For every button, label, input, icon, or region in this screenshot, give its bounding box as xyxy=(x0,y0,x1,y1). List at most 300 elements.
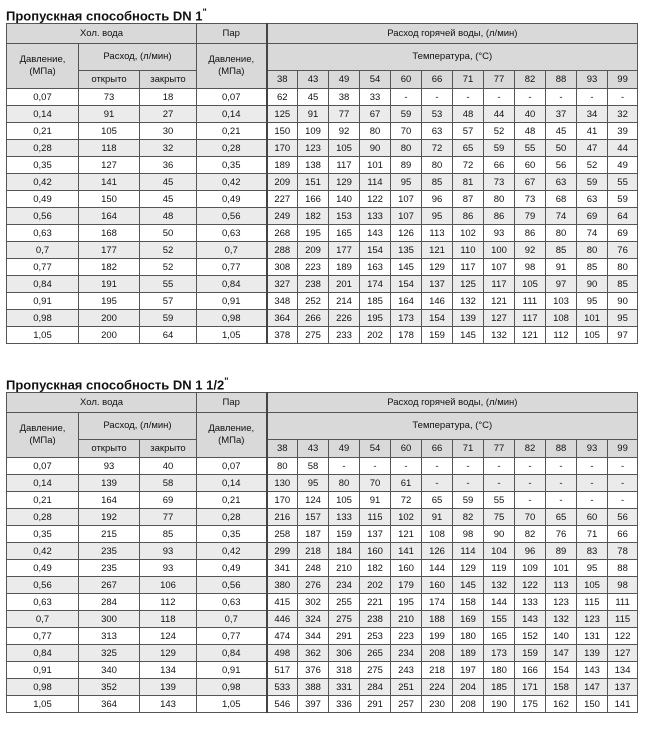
table-cell: 152 xyxy=(515,628,546,645)
table-cell: 115 xyxy=(360,509,391,526)
table-cell: 0,56 xyxy=(7,577,79,594)
steam-pressure-header: Давление, (МПа) xyxy=(197,413,267,458)
table-cell: 0,42 xyxy=(7,543,79,560)
table-cell: 517 xyxy=(267,662,298,679)
table-cell: 98 xyxy=(515,259,546,276)
table-cell: - xyxy=(515,492,546,509)
table-cell: 97 xyxy=(546,276,577,293)
table-row xyxy=(7,611,638,628)
table-row xyxy=(7,509,638,526)
table-cell: 144 xyxy=(422,560,453,577)
temp-header: 99 xyxy=(608,440,638,458)
table-cell: 0,21 xyxy=(197,492,267,509)
table-cell: 1,05 xyxy=(7,696,79,713)
table-cell: 30 xyxy=(140,123,197,140)
table-cell: 100 xyxy=(484,242,515,259)
temperature-header: Температура, (°C) xyxy=(267,44,638,71)
flow-table-dn1-1-2 xyxy=(6,392,638,713)
table-cell: 180 xyxy=(484,662,515,679)
table-cell: 98 xyxy=(608,577,638,594)
table-cell: 327 xyxy=(267,276,298,293)
table-cell: 284 xyxy=(79,594,140,611)
temp-header: 88 xyxy=(546,71,577,89)
table-cell: 60 xyxy=(577,509,608,526)
table-cell: 226 xyxy=(329,310,360,327)
table-cell: 129 xyxy=(453,560,484,577)
table-cell: 257 xyxy=(391,696,422,713)
table-cell: 134 xyxy=(608,662,638,679)
temperature-header: Температура, (°C) xyxy=(267,413,638,440)
table-cell: 108 xyxy=(546,310,577,327)
table-cell: 291 xyxy=(360,696,391,713)
table-cell: 48 xyxy=(140,208,197,225)
table-cell: - xyxy=(608,475,638,492)
temp-header: 60 xyxy=(391,71,422,89)
table-cell: 165 xyxy=(329,225,360,242)
table-body-dn1 xyxy=(7,89,638,344)
flow-table-dn1 xyxy=(6,23,638,344)
table-cell: 0,84 xyxy=(7,276,79,293)
table-cell: 140 xyxy=(546,628,577,645)
table-title-dn1: Пропускная способность DN 1" xyxy=(6,7,207,24)
table-cell: 158 xyxy=(453,594,484,611)
table-cell: 69 xyxy=(140,492,197,509)
table-cell: 50 xyxy=(140,225,197,242)
table-cell: 0,42 xyxy=(7,174,79,191)
table-cell: 139 xyxy=(79,475,140,492)
hot-water-header: Расход горячей воды, (л/мин) xyxy=(267,24,638,44)
table-cell: 123 xyxy=(298,140,329,157)
table-cell: 91 xyxy=(79,106,140,123)
table-cell: 164 xyxy=(79,208,140,225)
pressure-header: Давление, (МПа) xyxy=(7,413,79,458)
table-cell: - xyxy=(453,89,484,106)
table-cell: 82 xyxy=(515,526,546,543)
table-cell: 166 xyxy=(298,191,329,208)
table-cell: 0,77 xyxy=(197,628,267,645)
table-cell: 0,28 xyxy=(197,509,267,526)
table-cell: 44 xyxy=(608,140,638,157)
table-cell: 117 xyxy=(484,276,515,293)
table-cell: 48 xyxy=(453,106,484,123)
table-cell: 122 xyxy=(608,628,638,645)
table-cell: 268 xyxy=(267,225,298,242)
table-cell: 325 xyxy=(79,645,140,662)
table-cell: 238 xyxy=(360,611,391,628)
table-cell: 209 xyxy=(298,242,329,259)
table-cell: - xyxy=(360,458,391,475)
table-cell: 306 xyxy=(329,645,360,662)
flow-header: Расход, (л/мин) xyxy=(79,44,197,71)
table-cell: 126 xyxy=(422,543,453,560)
table-cell: 80 xyxy=(577,242,608,259)
table-cell: 0,91 xyxy=(7,293,79,310)
table-cell: 41 xyxy=(577,123,608,140)
table-cell: 117 xyxy=(329,157,360,174)
table-cell: 138 xyxy=(298,157,329,174)
table-row xyxy=(7,526,638,543)
table-cell: 0,07 xyxy=(7,89,79,106)
temp-header: 54 xyxy=(360,440,391,458)
table-cell: 79 xyxy=(515,208,546,225)
table-cell: 0,91 xyxy=(197,662,267,679)
table-cell: 121 xyxy=(515,327,546,344)
table-row xyxy=(7,140,638,157)
table-cell: 380 xyxy=(267,577,298,594)
table-cell: 111 xyxy=(608,594,638,611)
table-cell: 90 xyxy=(360,140,391,157)
table-cell: 91 xyxy=(546,259,577,276)
table-cell: 85 xyxy=(608,276,638,293)
table-cell: 165 xyxy=(484,628,515,645)
table-cell: 200 xyxy=(79,310,140,327)
table-cell: 0,98 xyxy=(7,310,79,327)
table-cell: 62 xyxy=(267,89,298,106)
table-cell: 45 xyxy=(140,191,197,208)
table-cell: 284 xyxy=(360,679,391,696)
table-cell: 129 xyxy=(422,259,453,276)
table-row xyxy=(7,310,638,327)
table-cell: 121 xyxy=(422,242,453,259)
table-cell: 109 xyxy=(298,123,329,140)
table-cell: 63 xyxy=(422,123,453,140)
temp-header: 71 xyxy=(453,440,484,458)
table-cell: 182 xyxy=(79,259,140,276)
table-cell: 150 xyxy=(79,191,140,208)
table-cell: 147 xyxy=(577,679,608,696)
table-cell: 83 xyxy=(577,543,608,560)
table-row xyxy=(7,225,638,242)
table-cell: 141 xyxy=(608,696,638,713)
table-cell: 218 xyxy=(298,543,329,560)
table-cell: 201 xyxy=(329,276,360,293)
temp-header: 66 xyxy=(422,71,453,89)
table-cell: 58 xyxy=(140,475,197,492)
table-cell: 141 xyxy=(79,174,140,191)
temp-header: 93 xyxy=(577,71,608,89)
table-cell: 0,21 xyxy=(197,123,267,140)
table-cell: 141 xyxy=(391,543,422,560)
table-cell: 115 xyxy=(608,611,638,628)
table-cell: 60 xyxy=(515,157,546,174)
table-cell: 32 xyxy=(608,106,638,123)
table-row xyxy=(7,577,638,594)
table-cell: 174 xyxy=(360,276,391,293)
table-row xyxy=(7,276,638,293)
temp-header: 88 xyxy=(546,440,577,458)
table-cell: 92 xyxy=(515,242,546,259)
table-cell: 18 xyxy=(140,89,197,106)
table-cell: 124 xyxy=(140,628,197,645)
table-cell: 123 xyxy=(577,611,608,628)
table-cell: 0,7 xyxy=(197,242,267,259)
table-cell: 0,49 xyxy=(7,560,79,577)
table-row xyxy=(7,191,638,208)
table-cell: 143 xyxy=(515,611,546,628)
table-cell: 185 xyxy=(360,293,391,310)
table-cell: 65 xyxy=(453,140,484,157)
table-cell: 65 xyxy=(422,492,453,509)
table-cell: 158 xyxy=(546,679,577,696)
table-cell: 102 xyxy=(391,509,422,526)
table-cell: 40 xyxy=(515,106,546,123)
table-cell: 0,63 xyxy=(197,225,267,242)
table-cell: 40 xyxy=(140,458,197,475)
closed-header: закрыто xyxy=(140,440,197,458)
section-dn1 xyxy=(6,4,637,344)
table-cell: 74 xyxy=(546,208,577,225)
table-cell: 49 xyxy=(608,157,638,174)
table-cell: 89 xyxy=(546,543,577,560)
table-cell: 52 xyxy=(577,157,608,174)
open-header: открыто xyxy=(79,71,140,89)
table-cell: 215 xyxy=(79,526,140,543)
table-cell: 85 xyxy=(546,242,577,259)
table-cell: 124 xyxy=(298,492,329,509)
table-cell: 95 xyxy=(577,293,608,310)
table-cell: - xyxy=(515,458,546,475)
table-cell: - xyxy=(391,89,422,106)
table-cell: 77 xyxy=(329,106,360,123)
table-cell: 546 xyxy=(267,696,298,713)
table-cell: 105 xyxy=(329,140,360,157)
table-cell: 113 xyxy=(546,577,577,594)
table-cell: 1,05 xyxy=(197,327,267,344)
table-cell: 164 xyxy=(391,293,422,310)
table-cell: 93 xyxy=(140,560,197,577)
table-cell: 73 xyxy=(484,174,515,191)
table-cell: 204 xyxy=(453,679,484,696)
table-cell: 157 xyxy=(298,509,329,526)
table-cell: 163 xyxy=(360,259,391,276)
table-cell: 48 xyxy=(515,123,546,140)
table-cell: 118 xyxy=(140,611,197,628)
table-cell: 187 xyxy=(298,526,329,543)
table-cell: 72 xyxy=(453,157,484,174)
table-cell: 129 xyxy=(329,174,360,191)
table-cell: 159 xyxy=(515,645,546,662)
table-cell: 75 xyxy=(484,509,515,526)
table-cell: 195 xyxy=(79,293,140,310)
table-cell: 0,77 xyxy=(7,259,79,276)
table-cell: 166 xyxy=(515,662,546,679)
table-cell: 80 xyxy=(608,259,638,276)
table-cell: 202 xyxy=(360,577,391,594)
table-cell: 0,63 xyxy=(7,225,79,242)
table-cell: 533 xyxy=(267,679,298,696)
table-cell: 170 xyxy=(267,140,298,157)
table-row xyxy=(7,696,638,713)
table-cell: 98 xyxy=(453,526,484,543)
temp-header: 77 xyxy=(484,440,515,458)
table-cell: 209 xyxy=(267,174,298,191)
table-cell: 0,77 xyxy=(7,628,79,645)
table-cell: 68 xyxy=(546,191,577,208)
table-cell: 114 xyxy=(360,174,391,191)
table-cell: - xyxy=(577,475,608,492)
table-cell: 415 xyxy=(267,594,298,611)
table-cell: 0,14 xyxy=(197,475,267,492)
table-cell: 248 xyxy=(298,560,329,577)
table-cell: 179 xyxy=(391,577,422,594)
table-cell: 134 xyxy=(140,662,197,679)
table-cell: 118 xyxy=(79,140,140,157)
table-cell: 313 xyxy=(79,628,140,645)
table-title-dn1-1-2: Пропускная способность DN 1 1/2" xyxy=(6,376,229,393)
table-cell: 117 xyxy=(515,310,546,327)
table-cell: 178 xyxy=(391,327,422,344)
table-cell: 253 xyxy=(360,628,391,645)
table-cell: 73 xyxy=(515,191,546,208)
table-cell: 446 xyxy=(267,611,298,628)
table-cell: 113 xyxy=(422,225,453,242)
table-cell: 140 xyxy=(329,191,360,208)
table-cell: - xyxy=(608,492,638,509)
table-cell: 80 xyxy=(484,191,515,208)
open-header: открыто xyxy=(79,440,140,458)
table-cell: 70 xyxy=(391,123,422,140)
table-cell: 164 xyxy=(79,492,140,509)
table-cell: 109 xyxy=(515,560,546,577)
table-cell: 195 xyxy=(298,225,329,242)
table-cell: - xyxy=(391,458,422,475)
table-row xyxy=(7,327,638,344)
table-cell: 33 xyxy=(360,89,391,106)
table-cell: 90 xyxy=(484,526,515,543)
table-cell: 70 xyxy=(360,475,391,492)
table-cell: 55 xyxy=(140,276,197,293)
table-cell: 184 xyxy=(329,543,360,560)
table-cell: 80 xyxy=(267,458,298,475)
table-row xyxy=(7,543,638,560)
table-cell: 74 xyxy=(577,225,608,242)
table-cell: 126 xyxy=(391,225,422,242)
table-cell: 154 xyxy=(546,662,577,679)
table-cell: 121 xyxy=(391,526,422,543)
table-cell: 123 xyxy=(546,594,577,611)
table-cell: 300 xyxy=(79,611,140,628)
table-cell: 0,35 xyxy=(7,526,79,543)
table-cell: 34 xyxy=(577,106,608,123)
table-cell: 59 xyxy=(453,492,484,509)
table-cell: 63 xyxy=(577,191,608,208)
table-cell: 258 xyxy=(267,526,298,543)
table-cell: 91 xyxy=(422,509,453,526)
table-cell: 59 xyxy=(484,140,515,157)
table-cell: 238 xyxy=(298,276,329,293)
temp-header: 49 xyxy=(329,440,360,458)
table-cell: 174 xyxy=(422,594,453,611)
table-cell: 191 xyxy=(79,276,140,293)
table-cell: 249 xyxy=(267,208,298,225)
table-cell: 71 xyxy=(577,526,608,543)
table-cell: 388 xyxy=(298,679,329,696)
table-cell: 47 xyxy=(577,140,608,157)
table-cell: 125 xyxy=(453,276,484,293)
table-row xyxy=(7,123,638,140)
table-cell: 175 xyxy=(515,696,546,713)
temp-header: 93 xyxy=(577,440,608,458)
table-cell: 45 xyxy=(298,89,329,106)
table-cell: 0,7 xyxy=(197,611,267,628)
table-cell: 234 xyxy=(391,645,422,662)
table-cell: 137 xyxy=(422,276,453,293)
table-cell: - xyxy=(453,475,484,492)
table-row xyxy=(7,458,638,475)
table-cell: 64 xyxy=(608,208,638,225)
table-row xyxy=(7,475,638,492)
table-cell: - xyxy=(515,89,546,106)
table-cell: 147 xyxy=(546,645,577,662)
table-cell: 135 xyxy=(391,242,422,259)
table-cell: 224 xyxy=(422,679,453,696)
table-cell: 78 xyxy=(608,543,638,560)
table-cell: 208 xyxy=(422,645,453,662)
table-cell: 143 xyxy=(140,696,197,713)
table-cell: 267 xyxy=(79,577,140,594)
table-cell: 55 xyxy=(484,492,515,509)
cold-water-header: Хол. вода xyxy=(7,393,197,413)
table-cell: 233 xyxy=(329,327,360,344)
table-cell: 132 xyxy=(484,577,515,594)
table-cell: 133 xyxy=(515,594,546,611)
table-cell: - xyxy=(453,458,484,475)
table-cell: 0,91 xyxy=(197,293,267,310)
table-cell: 378 xyxy=(267,327,298,344)
table-cell: 131 xyxy=(577,628,608,645)
table-cell: 1,05 xyxy=(197,696,267,713)
table-cell: 127 xyxy=(484,310,515,327)
table-row xyxy=(7,492,638,509)
table-cell: - xyxy=(422,89,453,106)
table-cell: 216 xyxy=(267,509,298,526)
table-cell: - xyxy=(546,458,577,475)
table-cell: 132 xyxy=(453,293,484,310)
table-cell: 251 xyxy=(391,679,422,696)
table-cell: 39 xyxy=(608,123,638,140)
table-cell: 101 xyxy=(360,157,391,174)
table-cell: 52 xyxy=(140,242,197,259)
table-cell: 107 xyxy=(484,259,515,276)
table-cell: 59 xyxy=(608,191,638,208)
table-cell: 95 xyxy=(298,475,329,492)
table-cell: 189 xyxy=(329,259,360,276)
table-cell: 168 xyxy=(79,225,140,242)
table-cell: 223 xyxy=(391,628,422,645)
table-cell: 0,28 xyxy=(197,140,267,157)
temp-header: 77 xyxy=(484,71,515,89)
table-row xyxy=(7,242,638,259)
table-cell: 0,28 xyxy=(7,509,79,526)
table-cell: 101 xyxy=(546,560,577,577)
pressure-header: Давление, (МПа) xyxy=(7,44,79,89)
table-cell: 159 xyxy=(422,327,453,344)
table-row xyxy=(7,679,638,696)
table-cell: 154 xyxy=(391,276,422,293)
table-cell: 0,84 xyxy=(197,645,267,662)
table-cell: 252 xyxy=(298,293,329,310)
table-row xyxy=(7,89,638,106)
table-cell: 143 xyxy=(577,662,608,679)
table-cell: 55 xyxy=(608,174,638,191)
table-cell: 376 xyxy=(298,662,329,679)
table-cell: 169 xyxy=(453,611,484,628)
table-cell: 86 xyxy=(453,208,484,225)
table-cell: 218 xyxy=(422,662,453,679)
table-row xyxy=(7,106,638,123)
table-cell: 235 xyxy=(79,543,140,560)
table-cell: 119 xyxy=(484,560,515,577)
